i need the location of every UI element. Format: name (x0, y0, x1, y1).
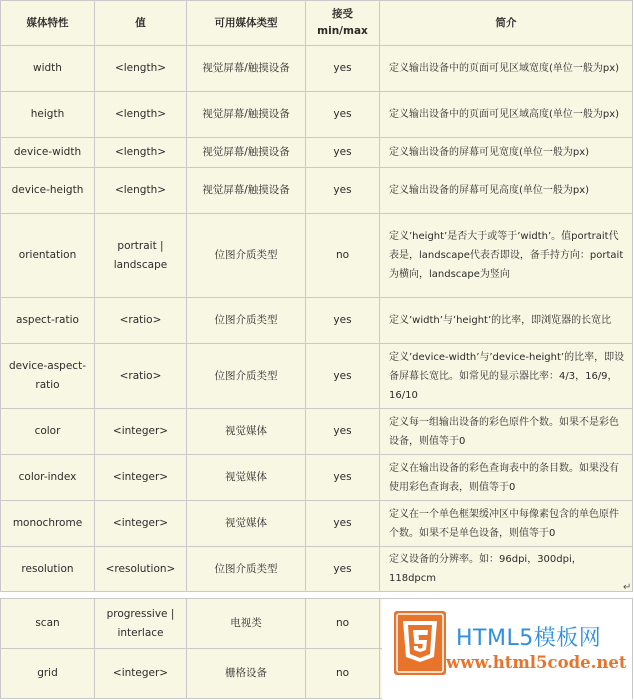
value-cell: <ratio> (95, 298, 187, 344)
media-cell: 视觉媒体 (187, 455, 306, 501)
feature-cell: monochrome (1, 501, 95, 547)
minmax-cell: no (306, 214, 380, 298)
minmax-cell: yes (306, 547, 380, 592)
minmax-cell: no (306, 599, 380, 649)
feature-cell: color-index (1, 455, 95, 501)
feature-cell: orientation (1, 214, 95, 298)
value-cell: <length> (95, 46, 187, 92)
feature-cell: heigth (1, 92, 95, 138)
table-row (1, 298, 633, 344)
feature-cell: device-width (1, 138, 95, 168)
description-cell: 定义’device-width’与’device-height’的比率，即设备屏幕长宽比。如常见的显示器比率：4/3，16/9，16/10 (380, 344, 633, 409)
feature-cell: resolution (1, 547, 95, 592)
header-minmax: 接受 min/max (306, 1, 380, 46)
minmax-cell: yes (306, 92, 380, 138)
value-cell: <length> (95, 92, 187, 138)
value-cell: <length> (95, 138, 187, 168)
description-cell: 定义输出设备的屏幕可见高度(单位一般为px) (380, 168, 633, 214)
description-cell: 定义’height’是否大于或等于’width’。值portrait代表是，landscape代表否即设，备手持方向：portait为横向，landscape为竖向 (380, 214, 633, 298)
description-cell: 定义设备的分辨率。如：96dpi，300dpi，118dpcm (380, 547, 633, 592)
logo-brand-text: HTML5模板网 (456, 626, 602, 651)
media-cell: 位图介质类型 (187, 547, 306, 592)
feature-cell: width (1, 46, 95, 92)
value-cell: <integer> (95, 649, 187, 699)
minmax-cell: no (306, 649, 380, 699)
media-cell: 位图介质类型 (187, 214, 306, 298)
description-cell: 定义输出设备中的页面可见区域高度(单位一般为px) (380, 92, 633, 138)
table-row (1, 46, 633, 92)
media-cell: 视觉媒体 (187, 501, 306, 547)
minmax-cell: yes (306, 298, 380, 344)
html5code-watermark-logo (382, 599, 632, 700)
table-row (1, 92, 633, 138)
value-cell: <integer> (95, 455, 187, 501)
logo-url-text: www.html5code.net (446, 653, 627, 672)
header-description: 简介 (380, 1, 633, 46)
value-cell: <integer> (95, 409, 187, 455)
minmax-cell: yes (306, 46, 380, 92)
value-cell: <resolution> (95, 547, 187, 592)
media-cell: 视觉屏幕/触摸设备 (187, 92, 306, 138)
value-cell: <integer> (95, 501, 187, 547)
table-row (1, 168, 633, 214)
feature-cell: device-aspect-ratio (1, 344, 95, 409)
description-cell: 定义在一个单色框架缓冲区中每像素包含的单色原件个数。如果不是单色设备，则值等于0 (380, 501, 633, 547)
header-media-type: 可用媒体类型 (187, 1, 306, 46)
description-cell: 定义在输出设备的彩色查询表中的条目数。如果没有使用彩色查询表，则值等于0 (380, 455, 633, 501)
value-cell: <ratio> (95, 344, 187, 409)
html5-shield-icon (394, 611, 446, 675)
table-row (1, 409, 633, 455)
header-feature: 媒体特性 (1, 1, 95, 46)
table-row (1, 547, 633, 592)
feature-cell: color (1, 409, 95, 455)
table-row (1, 138, 633, 168)
table-row (1, 344, 633, 409)
media-cell: 视觉媒体 (187, 409, 306, 455)
description-cell: 定义’width’与’height’的比率，即浏览器的长宽比 (380, 298, 633, 344)
minmax-cell: yes (306, 138, 380, 168)
header-row (1, 1, 633, 46)
minmax-cell: yes (306, 455, 380, 501)
media-cell: 视觉屏幕/触摸设备 (187, 46, 306, 92)
feature-cell: grid (1, 649, 95, 699)
feature-cell: scan (1, 599, 95, 649)
media-cell: 视觉屏幕/触摸设备 (187, 168, 306, 214)
minmax-cell: yes (306, 409, 380, 455)
value-cell: portrait | landscape (95, 214, 187, 298)
description-cell: 定义每一组输出设备的彩色原件个数。如果不是彩色设备，则值等于0 (380, 409, 633, 455)
media-cell: 位图介质类型 (187, 298, 306, 344)
table-row (1, 214, 633, 298)
description-cell: 定义输出设备的屏幕可见宽度(单位一般为px) (380, 138, 633, 168)
value-cell: <length> (95, 168, 187, 214)
media-cell: 栅格设备 (187, 649, 306, 699)
minmax-cell: yes (306, 344, 380, 409)
media-cell: 位图介质类型 (187, 344, 306, 409)
minmax-cell: yes (306, 168, 380, 214)
paragraph-return-mark: ↵ (623, 582, 632, 593)
minmax-cell: yes (306, 501, 380, 547)
table-row (1, 455, 633, 501)
feature-cell: aspect-ratio (1, 298, 95, 344)
header-value: 值 (95, 1, 187, 46)
description-cell: 定义输出设备中的页面可见区域宽度(单位一般为px) (380, 46, 633, 92)
table-row (1, 501, 633, 547)
media-cell: 视觉屏幕/触摸设备 (187, 138, 306, 168)
value-cell: progressive | interlace (95, 599, 187, 649)
media-cell: 电视类 (187, 599, 306, 649)
feature-cell: device-heigth (1, 168, 95, 214)
